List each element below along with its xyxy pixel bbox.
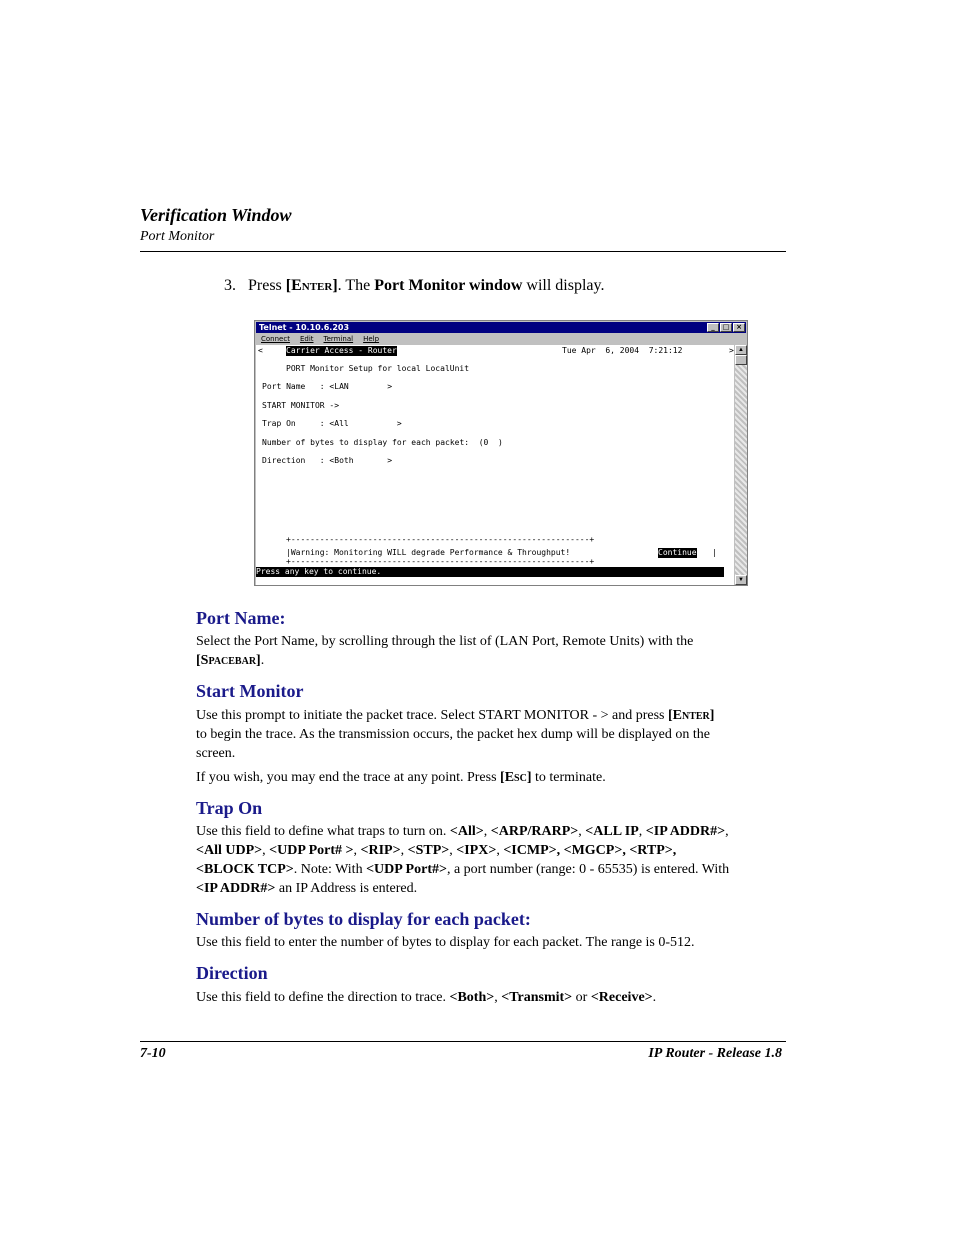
step-number: 3. (224, 277, 236, 294)
continue-button[interactable]: Continue (658, 548, 697, 557)
direction-field[interactable]: Direction : <Both > (262, 456, 393, 465)
window-titlebar (256, 322, 746, 333)
footer-rule (140, 1041, 786, 1042)
section-subtitle: Port Monitor (140, 229, 215, 244)
terminal-screen[interactable]: < Carrier Access - Router Tue Apr 6, 2004 7:21:12 > PORT Monitor Setup for local LocalUnit Port Name : <LAN > START MONITOR -> Trap On : <All > Number of bytes to display for each packet: (0 ) Direction : <Both > +--------------------------------------------------------------+ |Warning: Monitoring WILL degrade Performance & Throughput! Continue | +--------------------------------------------------------------+ Press any key to continue. (256, 345, 734, 585)
trap-on-description: Use this field to define what traps to turn on. <All>, <ARP/RARP>, <ALL IP, <IP ADDR#>, <All UDP>, <UDP Port# >, <RIP>, <STP>, <IPX>, <ICMP>, <MGCP>, <RTP>, <BLOCK TCP>. Note: With <UDP Port#>, a port number (range: 0 - 65535) is entered. With <IP ADDR#> an IP Address is entered. (196, 824, 730, 896)
bytes-heading: Number of bytes to display for each packet: (196, 909, 531, 929)
start-monitor-heading: Start Monitor (196, 681, 304, 701)
menu-connect[interactable]: Connect (261, 335, 290, 343)
page-number: 7-10 (140, 1046, 166, 1061)
vertical-scrollbar[interactable] (735, 345, 747, 585)
step-3: 3. Press [Enter]. The Port Monitor window will display. (224, 277, 605, 294)
spacebar-key: [Spacebar] (196, 653, 261, 668)
section-title: Verification Window (140, 205, 292, 225)
direction-description: Use this field to define the direction to trace. <Both>, <Transmit> or <Receive>. (196, 990, 657, 1005)
dialog-border-bottom: +--------------------------------------------------------------+ (286, 557, 595, 566)
close-icon[interactable]: × (733, 323, 745, 332)
dialog-border-top: +--------------------------------------------------------------+ (286, 535, 595, 544)
port-name-heading: Port Name: (196, 608, 286, 628)
router-banner: Carrier Access - Router (286, 346, 397, 355)
start-monitor-field[interactable]: START MONITOR -> (262, 401, 340, 410)
start-monitor-escape-note: If you wish, you may end the trace at any point. Press [Esc] to terminate. (196, 770, 606, 785)
maximize-icon[interactable]: □ (720, 323, 732, 332)
trap-on-field[interactable]: Trap On : <All > (262, 419, 402, 428)
start-monitor-description: Use this prompt to initiate the packet trace. Select START MONITOR - > and press [Enter] to begin the trace. As the transmission occurs, the packet hex dump will be displayed on the screen. (196, 708, 715, 761)
warning-text: |Warning: Monitoring WILL degrade Performance & Throughput! (286, 548, 571, 557)
port-name-description: Select the Port Name, by scrolling through the list of (LAN Port, Remote Units) with the [Spacebar]. (196, 634, 694, 668)
header-rule (140, 251, 786, 252)
menu-terminal[interactable]: Terminal (323, 335, 354, 343)
bytes-field[interactable]: Number of bytes to display for each packet: (0 ) (262, 438, 503, 447)
setup-line: PORT Monitor Setup for local LocalUnit (286, 364, 470, 373)
direction-heading: Direction (196, 963, 268, 983)
window-title: Telnet - 10.10.6.203 (259, 323, 350, 332)
scroll-down-icon[interactable]: ▼ (735, 575, 747, 585)
scroll-thumb[interactable] (735, 355, 747, 365)
status-line: Press any key to continue. (256, 567, 724, 577)
footer-title: IP Router - Release 1.8 (648, 1046, 782, 1061)
menu-help[interactable]: Help (363, 335, 380, 343)
date-time: Tue Apr 6, 2004 7:21:12 (562, 346, 683, 355)
port-name-field[interactable]: Port Name : <LAN > (262, 382, 393, 391)
minimize-icon[interactable]: _ (707, 323, 719, 332)
telnet-window (254, 320, 748, 586)
trap-on-heading: Trap On (196, 798, 263, 818)
enter-key: Enter (291, 277, 333, 294)
bytes-description: Use this field to enter the number of bytes to display for each packet. The range is 0-512. (196, 935, 695, 950)
menu-bar (256, 334, 746, 344)
scroll-up-icon[interactable]: ▲ (735, 345, 747, 355)
menu-edit[interactable]: Edit (299, 335, 314, 343)
